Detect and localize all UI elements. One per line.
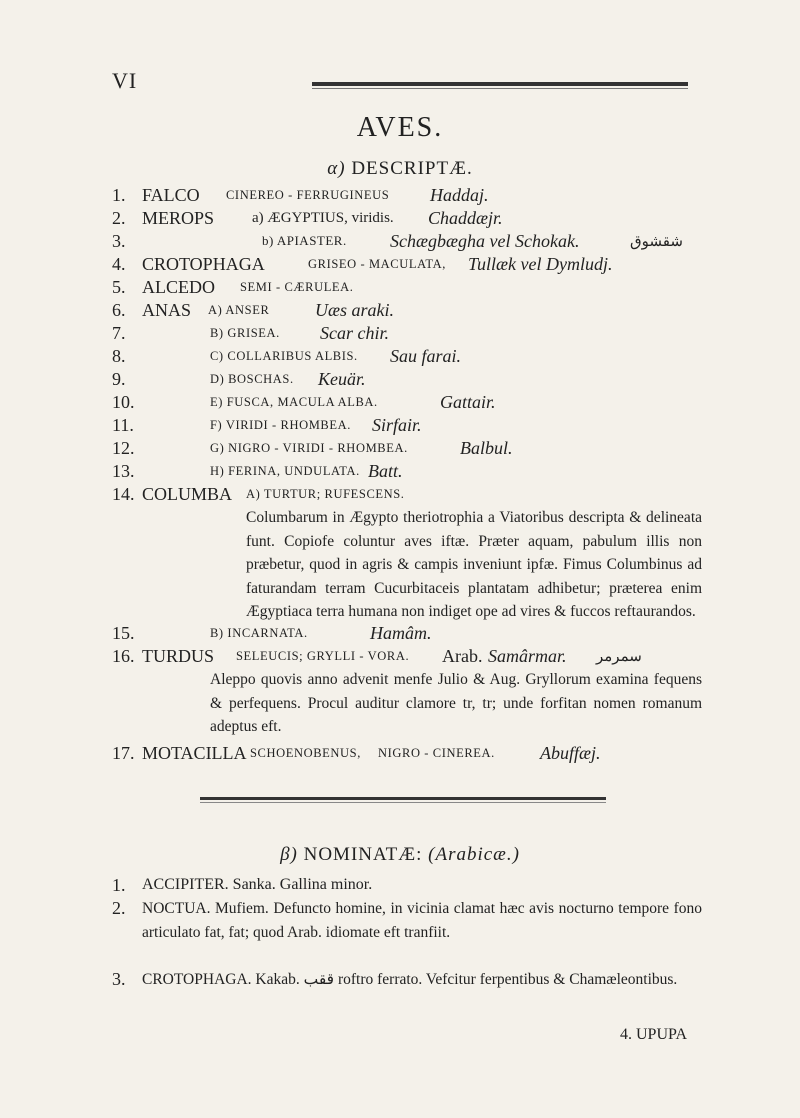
- entry-description: G) NIGRO - VIRIDI - RHOMBEA.: [210, 441, 408, 455]
- entry-row: [0, 622, 800, 644]
- entry-row: [0, 368, 800, 390]
- entry-genus: ANAS: [142, 300, 192, 320]
- entry-arabic-label: Arab.: [442, 646, 483, 666]
- entry-number: 1.: [112, 185, 126, 205]
- entry-number: 16.: [112, 646, 135, 666]
- entry-number: 2.: [112, 208, 126, 228]
- entry-description: GRISEO - MACULATA,: [308, 257, 446, 271]
- entry-number: 4.: [112, 254, 126, 274]
- section-marker: β): [280, 844, 298, 865]
- entry-number: 3.: [112, 969, 126, 989]
- entry-number: 15.: [112, 623, 135, 643]
- entry-arabic-name: Abuffæj.: [540, 743, 601, 763]
- entry-number: 13.: [112, 461, 135, 481]
- entry-description: SEMI - CÆRULEA.: [240, 280, 354, 294]
- entry-row: [0, 322, 800, 344]
- entry-number: 5.: [112, 277, 126, 297]
- page-title: AVES.: [356, 112, 444, 143]
- entry-number: 12.: [112, 438, 135, 458]
- entry-genus: COLUMBA: [142, 484, 233, 504]
- entry-row: [0, 391, 800, 413]
- entry-number: 9.: [112, 369, 126, 389]
- section-divider: [200, 797, 606, 800]
- entry-genus: FALCO: [142, 185, 200, 205]
- entry-arabic-name: Haddaj.: [430, 185, 489, 205]
- entry-number: 7.: [112, 323, 126, 343]
- turdus-paragraph: Aleppo quovis anno advenit menfe Julio & Aug. Gryllorum examina fequens & perfequens. Procul auditur clamore tr, tr; unde forfitan nomen romanum adeptus eft.: [210, 671, 702, 735]
- entry-description: SELEUCIS; GRYLLI - VORA.: [236, 649, 410, 663]
- section-sublabel: (Arabicæ.): [428, 844, 520, 865]
- entry-number: 2.: [112, 898, 126, 918]
- entry-description: D) BOSCHAS.: [210, 372, 294, 386]
- entry-row: [0, 299, 800, 321]
- section-marker: α): [327, 158, 346, 179]
- entry-row: [0, 230, 800, 252]
- entry-description: CINEREO - FERRUGINEUS: [226, 188, 390, 202]
- entry-description-2: NIGRO - CINEREA.: [378, 746, 495, 760]
- noctua-paragraph: NOCTUA. Mufiem. Defuncto homine, in vicinia clamat hæc avis nocturno tempore fono articulato fat, fat; quod Arab. idiomate eft tranfiit.: [142, 900, 702, 941]
- entry-row: [0, 874, 800, 896]
- entry-number: 6.: [112, 300, 126, 320]
- entry-description: SCHOENOBENUS,: [250, 746, 361, 760]
- entry-row: [0, 437, 800, 459]
- section-divider-thin: [200, 802, 606, 803]
- section-heading-descriptae: [0, 158, 800, 180]
- entry-arabic-name: Scar chir.: [320, 323, 389, 343]
- entry-genus: MOTACILLA: [142, 743, 247, 763]
- entry-arabic-name: Uæs araki.: [315, 300, 395, 320]
- entry-arabic-name: Tullæk vel Dymludj.: [468, 254, 613, 274]
- entry-number: 3.: [112, 231, 126, 251]
- entry-genus: MEROPS: [142, 208, 215, 228]
- page-number: VI: [112, 68, 138, 93]
- entry-genus: ALCEDO: [142, 277, 215, 297]
- entry-arabic-name: Sau farai.: [390, 346, 462, 366]
- entry-number: 17.: [112, 743, 135, 763]
- entry-row: [0, 345, 800, 367]
- entry-description: a) ÆGYPTIUS, viridis.: [252, 210, 394, 226]
- entry-description: E) FUSCA, MACULA ALBA.: [210, 395, 378, 409]
- entry-description: A) ANSER: [208, 303, 270, 317]
- entry-arabic-name: Gattair.: [440, 392, 496, 412]
- entry-row: [0, 483, 800, 505]
- entry-row: [0, 645, 800, 667]
- entry-arabic-script: ﺷﻘﺸﻮﻕ: [630, 232, 683, 250]
- entry-row: [0, 253, 800, 275]
- entry-number: 10.: [112, 392, 135, 412]
- section-heading-nominatae: [0, 844, 800, 866]
- entry-text: ACCIPITER. Sanka. Gallina minor.: [142, 876, 373, 893]
- entry-genus: TURDUS: [142, 646, 215, 666]
- entry-description: b) APIASTER.: [262, 233, 347, 248]
- entry-arabic-name: Sirfair.: [372, 415, 422, 435]
- entry-genus: CROTOPHAGA: [142, 254, 265, 274]
- entry-number: 11.: [112, 415, 134, 435]
- entry-arabic-name: Keuär.: [318, 369, 366, 389]
- entry-arabic-script: ﺳﻤﺮﻣﺮ: [596, 647, 642, 665]
- entry-number: 1.: [112, 875, 126, 895]
- entry-arabic-name: Chaddæjr.: [428, 208, 503, 228]
- entry-arabic-name: Samârmar.: [488, 646, 567, 666]
- entry-description: A) TURTUR; RUFESCENS.: [246, 487, 405, 501]
- entry-row: [0, 276, 800, 298]
- header-rule-thin: [312, 88, 688, 89]
- section-label: DESCRIPTÆ.: [351, 158, 473, 179]
- entry-description: B) INCARNATA.: [210, 626, 308, 640]
- header-rule: [312, 82, 688, 86]
- entry-description: H) FERINA, UNDULATA.: [210, 464, 360, 478]
- entry-row: [0, 207, 800, 229]
- catchword: 4. UPUPA: [620, 1026, 687, 1043]
- entry-row: [0, 184, 800, 206]
- entry-row: [0, 414, 800, 436]
- entry-description: B) GRISEA.: [210, 326, 280, 340]
- entry-arabic-name: Balbul.: [460, 438, 513, 458]
- entry-number: 14.: [112, 484, 135, 504]
- crotophaga-paragraph: CROTOPHAGA. Kakab. ﻗﻘﺐ roftro ferrato. Vefcitur ferpentibus & Chamæleontibus.: [142, 971, 678, 988]
- entry-arabic-name: Schægbægha vel Schokak.: [390, 231, 580, 251]
- entry-description: C) COLLARIBUS ALBIS.: [210, 349, 358, 363]
- columba-paragraph: Columbarum in Ægypto theriotrophia a Viatoribus descripta & delineata funt. Copiofe coluntur aves iftæ. Præter aquam, pabulum illis non præbetur, quod in agris & campis inveniunt ipfæ. Fimus Columbinus ad faturandam terram Cucurbitaceis plantatam adhibetur; præterea enim Ægyptiaca terra humana non indiget ope ad vires & fuccos reftaurandos.: [246, 509, 702, 620]
- entry-arabic-name: Batt.: [368, 461, 403, 481]
- section-label: NOMINATÆ:: [303, 844, 423, 865]
- entry-number: 8.: [112, 346, 126, 366]
- entry-row: [0, 742, 800, 764]
- entry-arabic-name: Hamâm.: [370, 623, 432, 643]
- entry-description: F) VIRIDI - RHOMBEA.: [210, 418, 351, 432]
- entry-row: [0, 460, 800, 482]
